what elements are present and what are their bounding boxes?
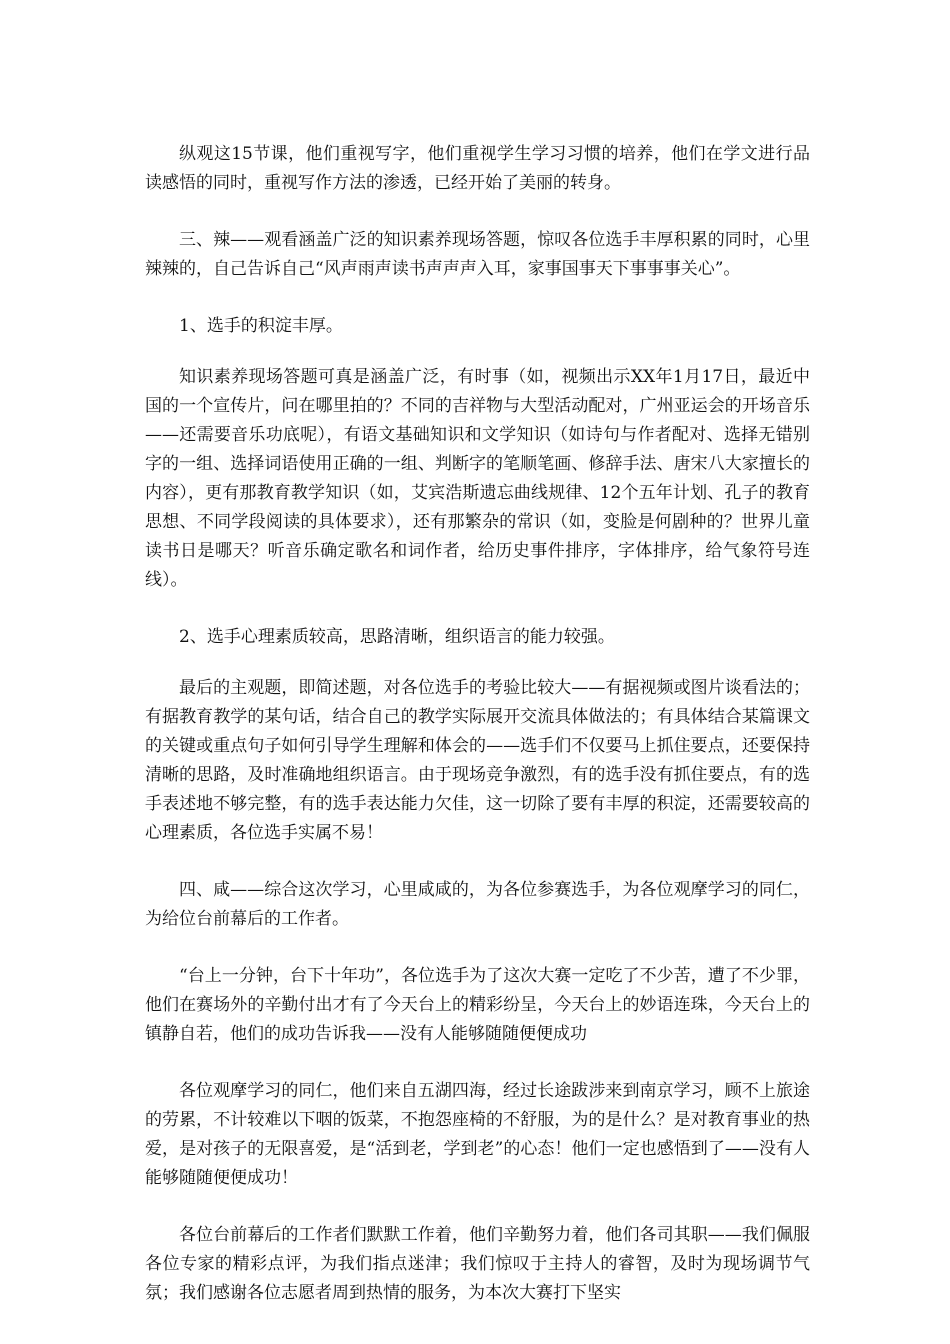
paragraph-knowledge-quiz: 知识素养现场答题可真是涵盖广泛，有时事（如，视频出示XX年1月17日，最近中国的一个宣传片，问在哪里拍的？不同的吉祥物与大型活动配对，广州亚运会的开场音乐——还需要音乐功底呢），有语文基础知识和文学知识（如诗句与作者配对、选择无错别字的一组、选择词语使用正确的一组、判断字的笔顺笔画、修辞手法、唐宋八大家擅长的内容），更有那教育教学知识（如，艾宾浩斯遗忘曲线规律、12个五年计划、孔子的教育思想、不同学段阅读的具体要求），还有那繁杂的常识（如，变脸是何剧种的？世界儿童读书日是哪天？听音乐确定歌名和词作者，给历史事件排序，字体排序，给气象符号连线）。 (145, 367, 810, 590)
paragraph-section-four-heading: 四、咸——综合这次学习，心里咸咸的，为各位参赛选手，为各位观摩学习的同仁，为给位台前幕后的工作者。 (145, 880, 810, 929)
paragraph-subjective-questions: 最后的主观题，即简述题，对各位选手的考验比较大——有据视频或图片谈看法的；有据教育教学的某句话，结合自己的教学实际展开交流具体做法的；有具体结合某篇课文的关键或重点句子如何引导学生理解和体会的——选手们不仅要马上抓住要点，还要保持清晰的思路，及时准确地组织语言。由于现场竞争激烈，有的选手没有抓住要点，有的选手表述地不够完整，有的选手表达能力欠佳，这一切除了要有丰厚的积淀，还需要较高的心理素质，各位选手实属不易！ (145, 678, 810, 843)
document-body (145, 140, 810, 1336)
paragraph-point-two: 2、选手心理素质较高，思路清晰，组织语言的能力较强。 (179, 627, 615, 647)
paragraph-section-three-heading: 三、辣——观看涵盖广泛的知识素养现场答题，惊叹各位选手丰厚积累的同时，心里辣辣的，自己告诉自己“风声雨声读书声声声入耳，家事国事天下事事事关心”。 (145, 230, 810, 279)
paragraph-staff: 各位台前幕后的工作者们默默工作着，他们辛勤努力着，他们各司其职——我们佩服各位专家的精彩点评，为我们指点迷津；我们惊叹于主持人的睿智，及时为现场调节气氛；我们感谢各位志愿者周到热情的服务，为本次大赛打下坚实 (145, 1225, 810, 1303)
paragraph-point-one: 1、选手的积淀丰厚。 (179, 316, 343, 336)
paragraph-contestants: “台上一分钟，台下十年功”，各位选手为了这次大赛一定吃了不少苦，遭了不少罪，他们在赛场外的辛勤付出才有了今天台上的精彩纷呈，今天台上的妙语连珠，今天台上的镇静自若，他们的成功告诉我——没有人能够随随便便成功 (145, 966, 810, 1044)
paragraph-observers: 各位观摩学习的同仁，他们来自五湖四海，经过长途跋涉来到南京学习，顾不上旅途的劳累，不计较难以下咽的饭菜，不抱怨座椅的不舒服，为的是什么？是对教育事业的热爱，是对孩子的无限喜爱，是“活到老，学到老”的心态！他们一定也感悟到了——没有人能够随随便便成功！ (145, 1081, 810, 1188)
paragraph-summary: 纵观这15节课，他们重视写字，他们重视学生学习习惯的培养，他们在学文进行品读感悟的同时，重视写作方法的渗透，已经开始了美丽的转身。 (145, 144, 810, 193)
